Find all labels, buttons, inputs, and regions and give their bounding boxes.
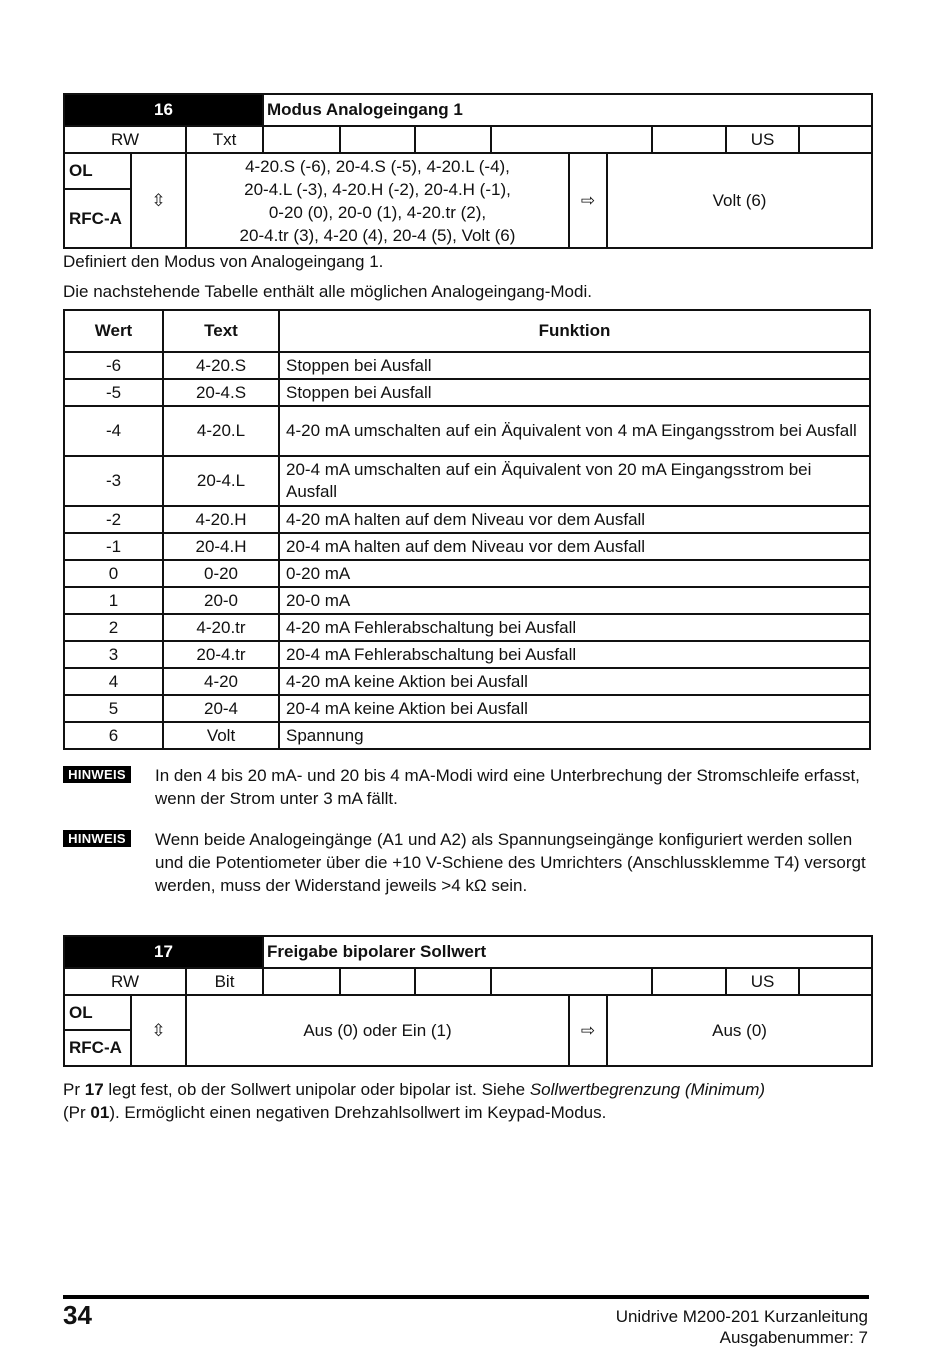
attr-cell xyxy=(263,968,340,995)
attr-cell xyxy=(340,968,415,995)
cell-funktion: 20-0 mA xyxy=(279,587,870,614)
range-line: 20-4.tr (3), 4-20 (4), 20-4 (5), Volt (6) xyxy=(239,225,516,245)
table-row xyxy=(64,506,870,533)
footer-rule xyxy=(63,1295,869,1299)
attr-cell xyxy=(415,126,491,153)
param-access: RW xyxy=(64,126,186,153)
right-arrow-icon: ⇨ xyxy=(569,153,607,248)
desc-text: Pr xyxy=(63,1080,85,1099)
param-default: Aus (0) xyxy=(607,995,872,1066)
hinweis-badge: HINWEIS xyxy=(63,830,131,847)
cell-funktion: 4-20 mA umschalten auf ein Äquivalent von 4 mA Eingangsstrom bei Ausfall xyxy=(279,406,870,456)
param-range xyxy=(186,153,569,248)
paragraph-definition: Definiert den Modus von Analogeingang 1. xyxy=(63,252,384,271)
cell-wert: -3 xyxy=(64,456,163,506)
cell-wert: -2 xyxy=(64,506,163,533)
cell-text: 4-20.tr xyxy=(163,614,279,641)
mode-rfc-label: RFC-A xyxy=(64,1030,131,1066)
desc-param-ref: 01 xyxy=(90,1103,110,1122)
param-flag: US xyxy=(726,126,799,153)
cell-wert: -4 xyxy=(64,406,163,456)
cell-text: 20-4.tr xyxy=(163,641,279,668)
table-row xyxy=(64,695,870,722)
attr-cell xyxy=(491,126,652,153)
table-row xyxy=(64,614,870,641)
mode-rfc-label: RFC-A xyxy=(64,189,131,248)
cell-funktion: Spannung xyxy=(279,722,870,749)
cell-wert: -6 xyxy=(64,352,163,379)
attr-cell xyxy=(799,968,872,995)
cell-text: 20-4.L xyxy=(163,456,279,506)
column-header-text: Text xyxy=(163,310,279,352)
cell-text: 20-4.H xyxy=(163,533,279,560)
cell-wert: 0 xyxy=(64,560,163,587)
table-row xyxy=(64,722,870,749)
attr-cell xyxy=(652,126,726,153)
table-row xyxy=(64,352,870,379)
issue-number: Ausgabenummer: 7 xyxy=(719,1328,868,1347)
range-line: 0-20 (0), 20-0 (1), 4-20.tr (2), xyxy=(268,202,487,222)
attr-cell xyxy=(340,126,415,153)
param-range: Aus (0) oder Ein (1) xyxy=(186,995,569,1066)
cell-wert: 2 xyxy=(64,614,163,641)
table-row xyxy=(64,560,870,587)
param-title: Modus Analogeingang 1 xyxy=(263,94,872,126)
attr-cell xyxy=(415,968,491,995)
cell-wert: 5 xyxy=(64,695,163,722)
cell-text: 4-20.H xyxy=(163,506,279,533)
mode-ol-label: OL xyxy=(64,153,131,189)
desc-link-ref: Sollwertbegrenzung (Minimum) xyxy=(529,1080,766,1099)
page-number: 34 xyxy=(63,1300,92,1330)
param-17-description xyxy=(63,1078,869,1124)
cell-text: 4-20 xyxy=(163,668,279,695)
up-down-arrow-icon: ⇳ xyxy=(131,995,186,1066)
desc-param-ref: 17 xyxy=(84,1080,104,1099)
cell-funktion: Stoppen bei Ausfall xyxy=(279,379,870,406)
cell-text: 0-20 xyxy=(163,560,279,587)
param-title: Freigabe bipolarer Sollwert xyxy=(263,936,872,968)
param-16-table xyxy=(63,93,873,249)
hinweis-badge: HINWEIS xyxy=(63,766,131,783)
param-number: 17 xyxy=(64,936,263,968)
cell-wert: -5 xyxy=(64,379,163,406)
cell-funktion: Stoppen bei Ausfall xyxy=(279,352,870,379)
table-row xyxy=(64,587,870,614)
desc-text: legt fest, ob der Sollwert unipolar oder bipolar ist. Siehe xyxy=(103,1080,530,1099)
footer-info xyxy=(616,1306,868,1348)
cell-text: 4-20.S xyxy=(163,352,279,379)
param-type: Txt xyxy=(186,126,263,153)
cell-funktion: 20-4 mA keine Aktion bei Ausfall xyxy=(279,695,870,722)
attr-cell xyxy=(799,126,872,153)
paragraph-table-intro: Die nachstehende Tabelle enthält alle möglichen Analogeingang-Modi. xyxy=(63,282,592,301)
column-header-funktion: Funktion xyxy=(279,310,870,352)
cell-wert: 1 xyxy=(64,587,163,614)
param-flag: US xyxy=(726,968,799,995)
cell-text: 20-4.S xyxy=(163,379,279,406)
param-access: RW xyxy=(64,968,186,995)
cell-text: 4-20.L xyxy=(163,406,279,456)
cell-funktion: 4-20 mA keine Aktion bei Ausfall xyxy=(279,668,870,695)
desc-text: (Pr xyxy=(63,1103,91,1122)
range-line: 20-4.L (-3), 4-20.H (-2), 20-4.H (-1), xyxy=(244,179,511,199)
note-text: In den 4 bis 20 mA- und 20 bis 4 mA-Modi wird eine Unterbrechung der Stromschleife erfasst, wenn der Strom unter 3 mA fällt. xyxy=(155,766,860,808)
cell-funktion: 20-4 mA Fehlerabschaltung bei Ausfall xyxy=(279,641,870,668)
param-number: 16 xyxy=(64,94,263,126)
modes-table xyxy=(63,309,871,750)
cell-funktion: 20-4 mA umschalten auf ein Äquivalent von 20 mA Eingangsstrom bei Ausfall xyxy=(279,456,870,506)
cell-text: 20-0 xyxy=(163,587,279,614)
cell-funktion: 0-20 mA xyxy=(279,560,870,587)
param-type: Bit xyxy=(186,968,263,995)
cell-funktion: 20-4 mA halten auf dem Niveau vor dem Ausfall xyxy=(279,533,870,560)
table-row xyxy=(64,379,870,406)
table-row xyxy=(64,533,870,560)
cell-wert: 6 xyxy=(64,722,163,749)
mode-ol-label: OL xyxy=(64,995,131,1030)
range-line: 4-20.S (-6), 20-4.S (-5), 4-20.L (-4), xyxy=(245,156,510,176)
attr-cell xyxy=(652,968,726,995)
cell-wert: 4 xyxy=(64,668,163,695)
note-text: Wenn beide Analogeingänge (A1 und A2) als Spannungseingänge konfiguriert werden sollen und die Potentiometer über die +10 V-Schiene des Umrichters (Anschlussklemme T4) versorgt werden, muss der Widerstand jeweils >4 kΩ sein. xyxy=(155,830,866,895)
cell-funktion: 4-20 mA Fehlerabschaltung bei Ausfall xyxy=(279,614,870,641)
cell-funktion: 4-20 mA halten auf dem Niveau vor dem Ausfall xyxy=(279,506,870,533)
document-title: Unidrive M200-201 Kurzanleitung xyxy=(615,1307,868,1326)
table-row xyxy=(64,641,870,668)
table-row xyxy=(64,668,870,695)
cell-wert: 3 xyxy=(64,641,163,668)
desc-text: ). Ermöglicht einen negativen Drehzahlsollwert im Keypad-Modus. xyxy=(109,1103,607,1122)
table-row xyxy=(64,456,870,506)
attr-cell xyxy=(491,968,652,995)
param-default: Volt (6) xyxy=(607,153,872,248)
column-header-wert: Wert xyxy=(64,310,163,352)
right-arrow-icon: ⇨ xyxy=(569,995,607,1066)
param-17-table xyxy=(63,935,873,1067)
table-row xyxy=(64,406,870,456)
cell-text: Volt xyxy=(163,722,279,749)
cell-wert: -1 xyxy=(64,533,163,560)
cell-text: 20-4 xyxy=(163,695,279,722)
up-down-arrow-icon: ⇳ xyxy=(131,153,186,248)
attr-cell xyxy=(263,126,340,153)
